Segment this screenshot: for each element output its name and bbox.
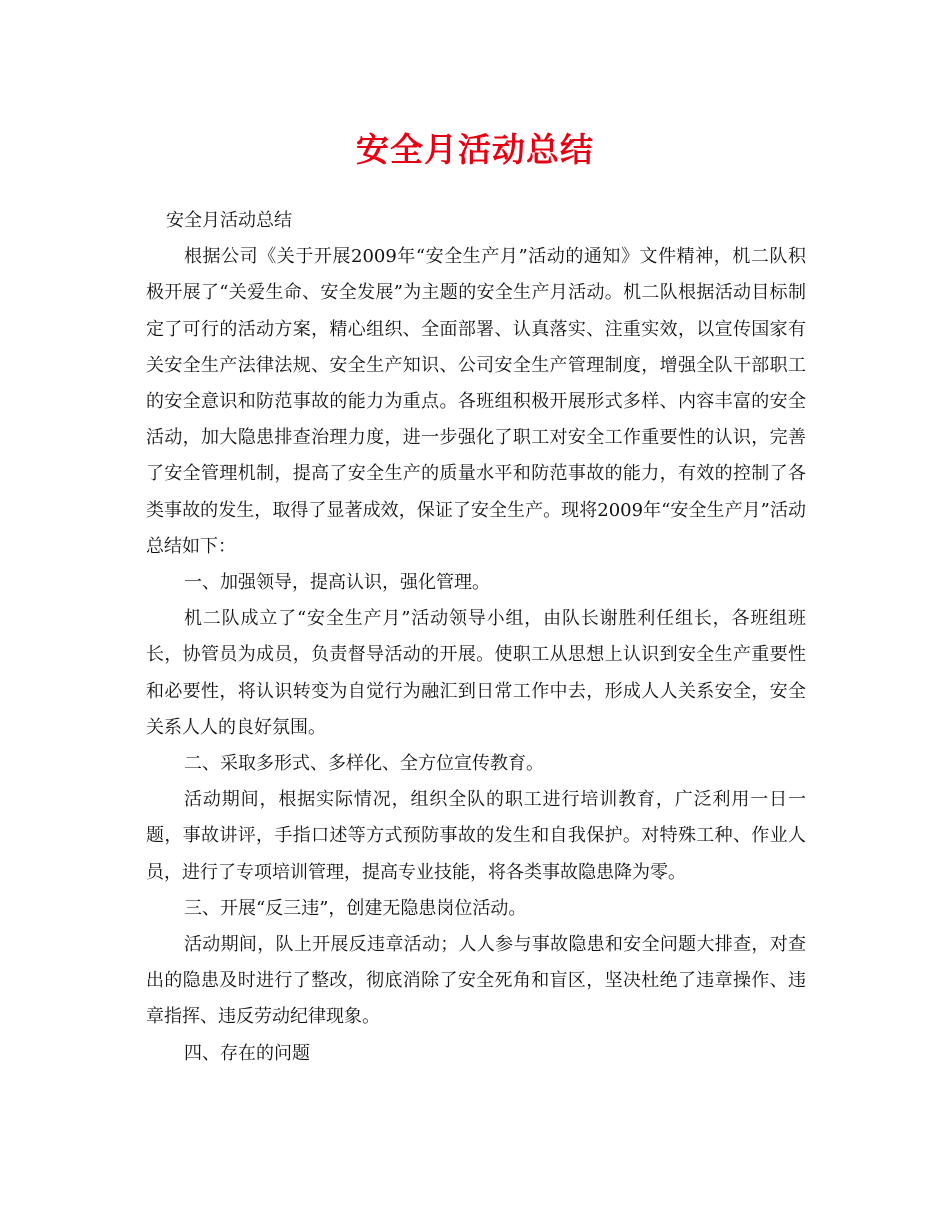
- section-heading-3: 三、开展“反三违”，创建无隐患岗位活动。: [184, 897, 527, 919]
- section-heading-2: 二、采取多形式、多样化、全方位宣传教育。: [184, 753, 544, 775]
- section-heading-1: 一、加强领导，提高认识，强化管理。: [184, 572, 490, 594]
- paragraph-intro: 根据公司《关于开展2009年“安全生产月”活动的通知》文件精神，机二队积极开展了“关爱生命、安全发展”为主题的安全生产月活动。机二队根据活动目标制定了可行的活动方案，精心组织、全面部署、认真落实、注重实效，以宣传国家有关安全生产法律法规、安全生产知识、公司安全生产管理制度，增强全队干部职工的安全意识和防范事故的能力为重点。各班组积极开展形式多样、内容丰富的安全活动，加大隐患排查治理力度，进一步强化了职工对安全工作重要性的认识，完善了安全管理机制，提高了安全生产的质量水平和防范事故的能力，有效的控制了各类事故的发生，取得了显著成效，保证了安全生产。现将2009年“安全生产月”活动总结如下：: [146, 246, 806, 557]
- document-title: 安全月活动总结: [356, 130, 594, 169]
- paragraph-section-1: 机二队成立了“安全生产月”活动领导小组，由队长谢胜利任组长，各班组班长，协管员为成员，负责督导活动的开展。使职工从思想上认识到安全生产重要性和必要性，将认识转变为自觉行为融汇到日常工作中去，形成人人关系安全，安全关系人人的良好氛围。: [146, 608, 806, 738]
- paragraph-section-3: 活动期间，队上开展反违章活动；人人参与事故隐患和安全问题大排查，对查出的隐患及时进行了整改，彻底消除了安全死角和盲区，坚决杜绝了违章操作、违章指挥、违反劳动纪律现象。: [146, 934, 806, 1028]
- paragraph-subtitle: 安全月活动总结: [166, 210, 292, 231]
- paragraph-section-2: 活动期间，根据实际情况，组织全队的职工进行培训教育，广泛利用一日一题，事故讲评，手指口述等方式预防事故的发生和自我保护。对特殊工种、作业人员，进行了专项培训管理，提高专业技能，将各类事故隐患降为零。: [146, 789, 806, 883]
- section-heading-4: 四、存在的问题: [184, 1042, 310, 1064]
- document-body: [146, 203, 806, 1072]
